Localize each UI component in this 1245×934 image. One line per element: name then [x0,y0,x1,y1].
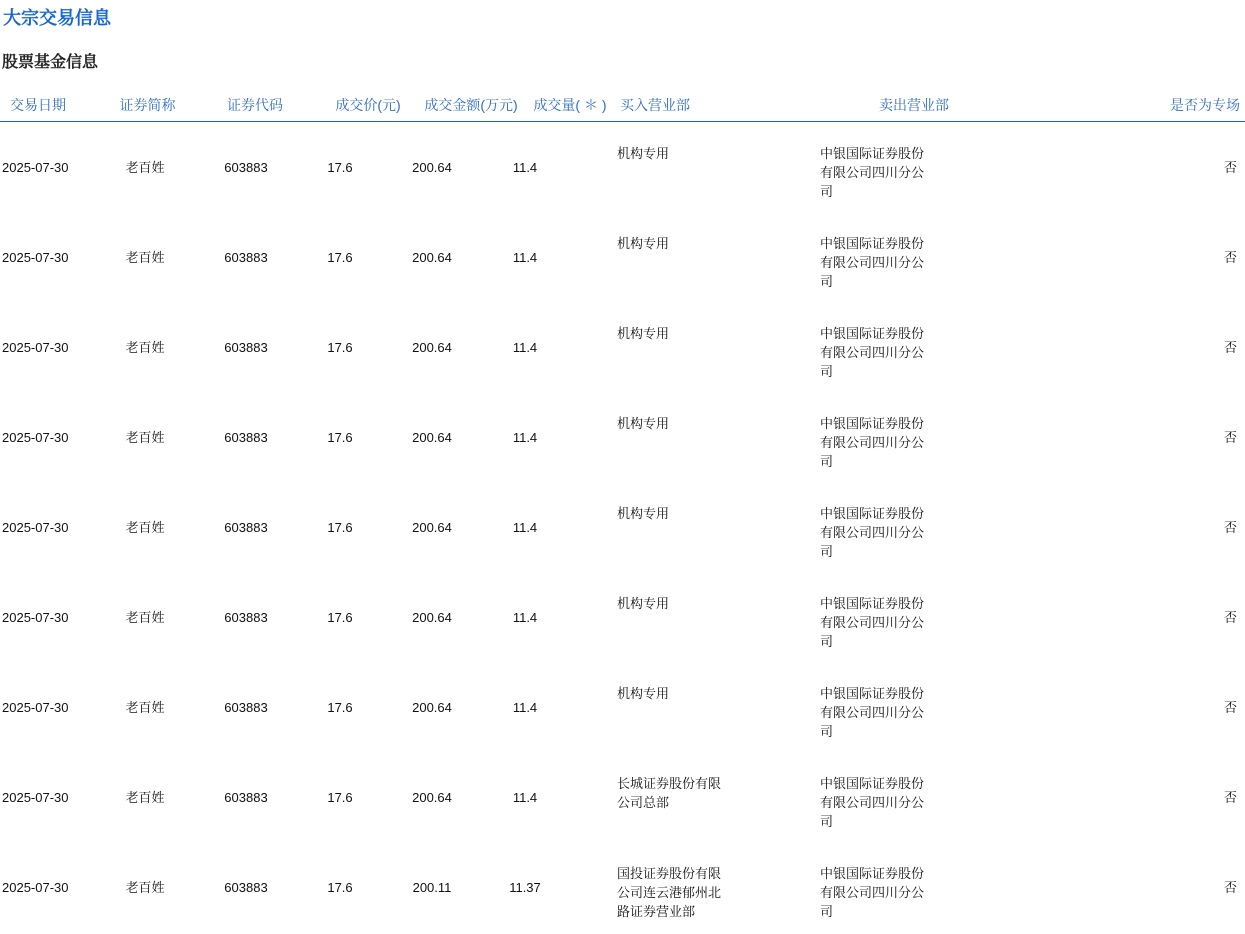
cell-sell-branch [815,662,1015,752]
cell-buy-branch [559,752,815,842]
header-cell-price: 成交价(元) [335,97,401,113]
cell-volume: 11.4 [512,789,538,805]
cell-trade-date: 2025-07-30 [2,249,69,265]
buy-branch-text: 机构专用 [617,146,670,161]
cell-trade-date: 2025-07-30 [2,339,69,355]
cell-sec-code: 603883 [224,249,268,265]
cell-price: 17.6 [327,519,353,535]
cell-sec-name: 老百姓 [125,519,165,535]
cell-sell-branch [815,752,1015,842]
cell-amount: 200.64 [412,339,452,355]
table-body [0,122,1245,932]
cell-price: 17.6 [327,609,353,625]
table-row [0,392,1245,482]
cell-sell-branch [815,122,1015,212]
cell-volume: 11.4 [512,429,538,445]
cell-amount: 200.64 [412,429,452,445]
cell-buy-branch [559,482,815,572]
cell-amount: 200.64 [412,159,452,175]
cell-special: 否 [1223,879,1237,895]
buy-branch-text: 机构专用 [617,416,670,431]
cell-special: 否 [1223,159,1237,175]
cell-buy-branch [559,212,815,302]
cell-sec-name: 老百姓 [125,699,165,715]
sell-branch-text: 中银国际证券股份有限公司四川分公司 [820,776,925,829]
table-row [0,302,1245,392]
cell-volume: 11.4 [512,519,538,535]
cell-volume: 11.4 [512,249,538,265]
cell-sec-code: 603883 [224,789,268,805]
cell-amount: 200.64 [412,789,452,805]
cell-trade-date: 2025-07-30 [2,609,69,625]
cell-amount: 200.64 [412,519,452,535]
cell-sec-code: 603883 [224,339,268,355]
buy-branch-text: 机构专用 [617,506,670,521]
cell-sec-name: 老百姓 [125,249,165,265]
cell-amount: 200.64 [412,609,452,625]
cell-sec-code: 603883 [224,429,268,445]
cell-volume: 11.37 [509,879,541,895]
sell-branch-text: 中银国际证券股份有限公司四川分公司 [820,686,925,739]
header-cell-special: 是否为专场 [1170,97,1240,113]
table-row [0,482,1245,572]
header-cell-sec-code: 证券代码 [227,97,283,113]
cell-price: 17.6 [327,429,353,445]
buy-branch-text: 国投证券股份有限公司连云港郁州北路证券营业部 [617,866,722,919]
header-cell-sell-branch: 卖出营业部 [879,97,949,113]
cell-buy-branch [559,122,815,212]
cell-sell-branch [815,842,1015,932]
sell-branch-text: 中银国际证券股份有限公司四川分公司 [820,146,925,199]
cell-trade-date: 2025-07-30 [2,879,69,895]
cell-sec-code: 603883 [224,879,268,895]
cell-sec-code: 603883 [224,159,268,175]
cell-buy-branch [559,662,815,752]
cell-special: 否 [1223,429,1237,445]
buy-branch-text: 机构专用 [617,326,670,341]
cell-volume: 11.4 [512,339,538,355]
table-header [0,89,1245,122]
cell-price: 17.6 [327,339,353,355]
sell-branch-text: 中银国际证券股份有限公司四川分公司 [820,236,925,289]
cell-special: 否 [1223,339,1237,355]
cell-volume: 11.4 [512,699,538,715]
cell-amount: 200.11 [412,879,452,895]
cell-trade-date: 2025-07-30 [2,699,69,715]
cell-price: 17.6 [327,159,353,175]
sell-branch-text: 中银国际证券股份有限公司四川分公司 [820,866,925,919]
cell-sell-branch [815,212,1015,302]
cell-special: 否 [1223,249,1237,265]
table-row [0,842,1245,932]
cell-volume: 11.4 [512,159,538,175]
cell-sell-branch [815,392,1015,482]
cell-special: 否 [1223,789,1237,805]
buy-branch-text: 长城证券股份有限公司总部 [617,776,722,810]
header-cell-trade-date: 交易日期 [10,97,66,113]
cell-buy-branch [559,392,815,482]
cell-buy-branch [559,302,815,392]
header-cell-buy-branch: 买入营业部 [620,97,690,113]
header-cell-volume: 成交量( ＊ ) [533,97,607,113]
sell-branch-text: 中银国际证券股份有限公司四川分公司 [820,596,925,649]
cell-amount: 200.64 [412,249,452,265]
cell-trade-date: 2025-07-30 [2,429,69,445]
cell-sell-branch [815,302,1015,392]
cell-special: 否 [1223,519,1237,535]
cell-trade-date: 2025-07-30 [2,789,69,805]
section-title: 股票基金信息 [2,54,99,71]
buy-branch-text: 机构专用 [617,236,670,251]
header-cell-amount: 成交金额(万元) [424,97,518,113]
sell-branch-text: 中银国际证券股份有限公司四川分公司 [820,416,925,469]
table-row [0,212,1245,302]
cell-sec-name: 老百姓 [125,609,165,625]
cell-amount: 200.64 [412,699,452,715]
cell-special: 否 [1223,699,1237,715]
cell-sec-name: 老百姓 [125,429,165,445]
block-trade-page [0,7,1245,932]
cell-trade-date: 2025-07-30 [2,519,69,535]
cell-buy-branch [559,572,815,662]
cell-price: 17.6 [327,699,353,715]
table-row [0,662,1245,752]
cell-sec-code: 603883 [224,699,268,715]
cell-price: 17.6 [327,249,353,265]
table-row [0,122,1245,212]
cell-sec-name: 老百姓 [125,879,165,895]
cell-volume: 11.4 [512,609,538,625]
cell-sec-code: 603883 [224,609,268,625]
cell-sec-name: 老百姓 [125,159,165,175]
cell-buy-branch [559,842,815,932]
cell-sec-name: 老百姓 [125,789,165,805]
sell-branch-text: 中银国际证券股份有限公司四川分公司 [820,326,925,379]
cell-sec-name: 老百姓 [125,339,165,355]
buy-branch-text: 机构专用 [617,686,670,701]
cell-sec-code: 603883 [224,519,268,535]
cell-sell-branch [815,482,1015,572]
cell-price: 17.6 [327,879,353,895]
sell-branch-text: 中银国际证券股份有限公司四川分公司 [820,506,925,559]
cell-trade-date: 2025-07-30 [2,159,69,175]
buy-branch-text: 机构专用 [617,596,670,611]
table-row [0,752,1245,842]
header-cell-sec-name: 证券简称 [119,97,176,113]
cell-special: 否 [1223,609,1237,625]
page-title: 大宗交易信息 [3,8,111,28]
cell-sell-branch [815,572,1015,662]
table-row [0,572,1245,662]
cell-price: 17.6 [327,789,353,805]
